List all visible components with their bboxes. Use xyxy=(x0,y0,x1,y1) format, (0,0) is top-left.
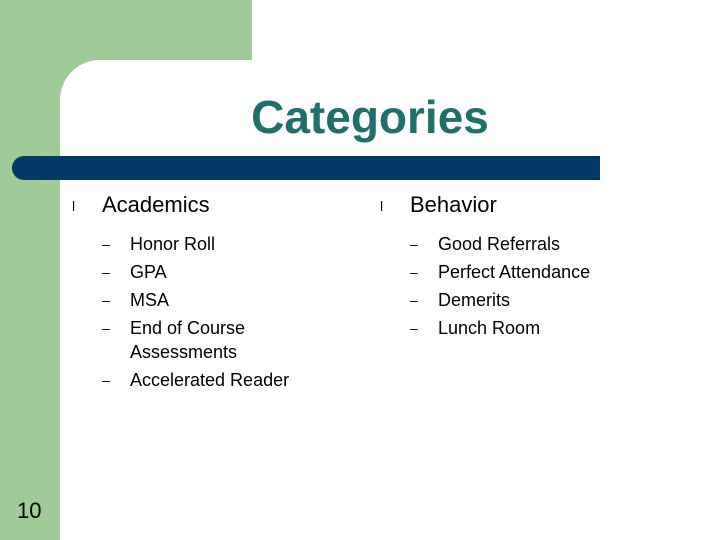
dash-icon: – xyxy=(102,236,110,252)
dash-icon: – xyxy=(102,264,110,280)
dash-icon: – xyxy=(102,292,110,308)
dash-icon: – xyxy=(410,264,418,280)
slide-number: 10 xyxy=(17,498,42,523)
academics-heading xyxy=(72,192,342,218)
academics-list xyxy=(72,232,342,392)
list-item: – Demerits xyxy=(380,288,700,312)
behavior-list xyxy=(380,232,700,340)
academics-column xyxy=(72,192,342,396)
left-green-band xyxy=(0,0,60,540)
academics-heading-label: Academics xyxy=(102,192,210,217)
bullet-icon: l xyxy=(380,198,384,214)
list-item: – Good Referrals xyxy=(380,232,700,256)
dash-icon: – xyxy=(410,320,418,336)
title-underline-bar xyxy=(12,156,600,180)
top-green-band xyxy=(60,0,252,60)
list-item: – GPA xyxy=(72,260,342,284)
list-item: – MSA xyxy=(72,288,342,312)
dash-icon: – xyxy=(410,292,418,308)
list-item: – Lunch Room xyxy=(380,316,700,340)
behavior-column xyxy=(380,192,700,344)
dash-icon: – xyxy=(102,372,110,388)
behavior-heading xyxy=(380,192,700,218)
list-item: – End of Course Assessments xyxy=(72,316,342,364)
slide-title: Categories xyxy=(251,91,489,143)
dash-icon: – xyxy=(410,236,418,252)
list-item: – Accelerated Reader xyxy=(72,368,342,392)
behavior-heading-label: Behavior xyxy=(410,192,497,217)
bullet-icon: l xyxy=(72,198,76,214)
list-item: – Perfect Attendance xyxy=(380,260,700,284)
dash-icon: – xyxy=(102,320,110,336)
list-item: – Honor Roll xyxy=(72,232,342,256)
